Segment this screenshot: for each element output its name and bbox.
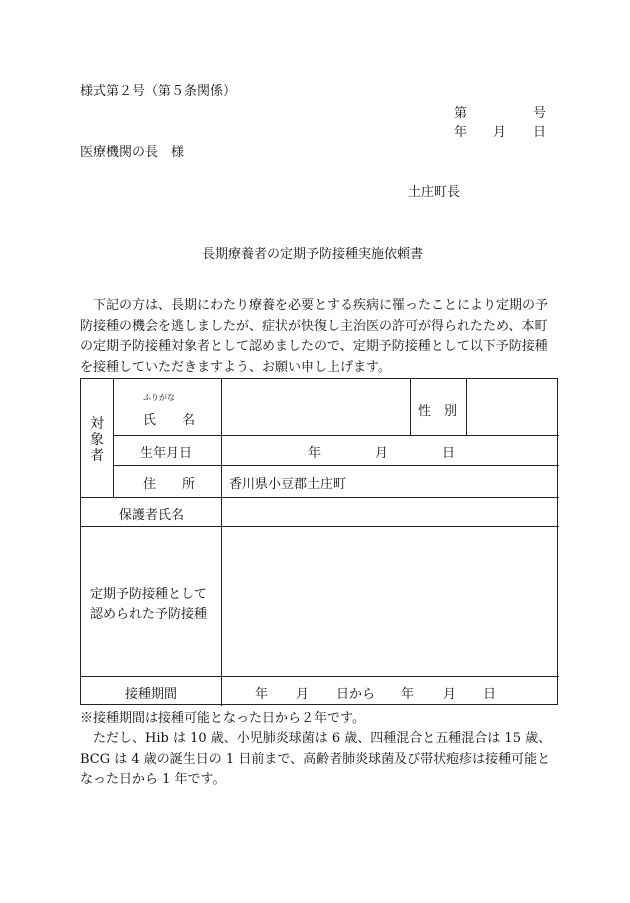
document-number-prefix: 第 bbox=[454, 106, 468, 121]
period-to-year: 年 bbox=[401, 687, 415, 702]
note-period: ※接種期間は接種可能となった日から２年です。 bbox=[80, 711, 365, 726]
request-form-table bbox=[80, 378, 558, 705]
name-label: 氏 名 bbox=[143, 413, 196, 428]
document-number-suffix: 号 bbox=[533, 106, 547, 121]
birth-day-label: 日 bbox=[442, 446, 456, 461]
col-divider-subject bbox=[113, 379, 114, 497]
row-divider-guardian bbox=[81, 526, 559, 527]
col-divider-gender-left bbox=[410, 379, 411, 435]
row-divider-vaccination bbox=[81, 676, 559, 677]
date-month-label: 月 bbox=[493, 125, 507, 140]
date-year-label: 年 bbox=[454, 125, 468, 140]
period-from-day: 日から bbox=[336, 687, 376, 702]
document-title: 長期療養者の定期予防接種実施依頼書 bbox=[202, 247, 424, 262]
guardian-label: 保護者氏名 bbox=[119, 508, 185, 523]
furigana-label: ふりがな bbox=[143, 393, 175, 402]
row-divider-name bbox=[113, 435, 559, 436]
col-divider-labels bbox=[221, 379, 222, 706]
period-label: 接種期間 bbox=[125, 687, 178, 702]
form-number: 様式第２号（第５条関係） bbox=[80, 84, 237, 99]
period-from-month: 月 bbox=[296, 687, 310, 702]
vaccination-label-line1: 定期予防接種として bbox=[90, 587, 208, 602]
subject-label: 対象者 bbox=[90, 416, 104, 464]
period-from-year: 年 bbox=[255, 687, 269, 702]
request-body-text: 下記の方は、長期にわたり療養を必要とする疾病に罹ったことにより定期の予防接種の機会を逃しましたが、症状が快復し主治医の許可が得られたため、本町の定期予防接種対象者として認めましたので、定期予防接種として以下予防接種を接種していただきますよう、お願い申し上げます。 bbox=[80, 298, 549, 375]
period-to-day: 日 bbox=[483, 687, 497, 702]
issuer: 土庄町長 bbox=[408, 185, 461, 200]
address-value: 香川県小豆郡土庄町 bbox=[229, 477, 347, 492]
note-exceptions: ただし、Hib は 10 歳、小児肺炎球菌は 6 歳、四種混合と五種混合は 15 歳、BCG は 4 歳の誕生日の 1 日前まで、高齢者肺炎球菌及び帯状疱疹は接種可能となった日から 1 年です。 bbox=[80, 731, 552, 787]
gender-label: 性 別 bbox=[418, 404, 458, 419]
row-divider-address bbox=[81, 497, 559, 498]
birth-month-label: 月 bbox=[375, 446, 389, 461]
birth-year-label: 年 bbox=[308, 446, 322, 461]
address-label: 住 所 bbox=[143, 477, 196, 492]
period-to-month: 月 bbox=[443, 687, 457, 702]
addressee: 医療機関の長 様 bbox=[80, 145, 185, 160]
row-divider-birthdate bbox=[113, 465, 559, 466]
vaccination-label-line2: 認められた予防接種 bbox=[90, 607, 208, 622]
col-divider-gender-right bbox=[466, 379, 467, 435]
birthdate-label: 生年月日 bbox=[140, 446, 193, 461]
date-day-label: 日 bbox=[533, 125, 547, 140]
